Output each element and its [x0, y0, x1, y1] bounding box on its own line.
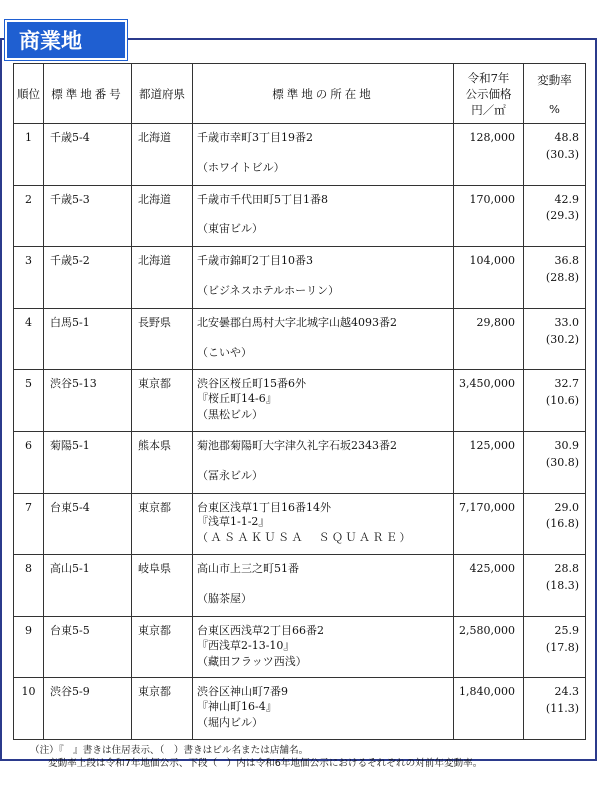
rate-previous: (18.3)	[545, 579, 579, 592]
cell-rate	[524, 247, 586, 309]
rate-current: 33.0	[554, 315, 579, 329]
cell-price: 1,840,000	[454, 678, 524, 740]
header-price-line2: 公示価格	[465, 86, 512, 101]
cell-address	[193, 493, 454, 555]
cell-rate	[524, 370, 586, 432]
table-row	[14, 555, 586, 617]
address-text: 北安曇郡白馬村大字北城字山越4093番2	[197, 315, 397, 329]
address-text: 渋谷区神山町7番9	[197, 685, 288, 699]
cell-address	[193, 308, 454, 370]
cell-price: 2,580,000	[454, 616, 524, 678]
building-name: （ホワイトビル）	[197, 160, 285, 174]
cell-rank: 3	[14, 247, 44, 309]
cell-pref: 東京都	[132, 616, 193, 678]
section-title-tab	[5, 20, 127, 60]
rate-previous: (28.8)	[545, 271, 579, 285]
cell-code: 高山5-1	[44, 555, 132, 617]
cell-code: 菊陽5-1	[44, 431, 132, 493]
rate-current: 29.0	[554, 500, 579, 514]
cell-code: 千歳5-2	[44, 247, 132, 309]
cell-rank: 2	[14, 185, 44, 247]
cell-price: 3,450,000	[454, 370, 524, 432]
cell-address	[193, 247, 454, 309]
rate-previous: (30.8)	[545, 455, 579, 469]
cell-rate	[524, 431, 586, 493]
address-display: 『西浅草2-13-10』	[197, 638, 295, 652]
building-name: （脇茶屋）	[197, 592, 252, 605]
address-text: 千歳市幸町3丁目19番2	[197, 131, 313, 144]
header-rate-line2: %	[549, 101, 560, 116]
cell-address	[193, 431, 454, 493]
header-price-line3: 円／㎡	[471, 102, 506, 117]
cell-rank: 6	[14, 431, 44, 493]
address-display: 『神山町16-4』	[197, 700, 277, 714]
cell-rank: 5	[14, 370, 44, 432]
table-row	[14, 308, 586, 370]
cell-rate	[524, 308, 586, 370]
rate-previous: (11.3)	[545, 702, 579, 716]
cell-address	[193, 616, 454, 678]
rate-current: 42.9	[554, 192, 579, 206]
building-name: （堀内ビル）	[197, 716, 263, 730]
header-pref: 都道府県	[132, 64, 193, 124]
cell-rate	[524, 493, 586, 555]
table-row	[14, 616, 586, 678]
rate-previous: (17.8)	[545, 640, 579, 654]
cell-price: 128,000	[454, 124, 524, 186]
cell-pref: 北海道	[132, 185, 193, 247]
header-price	[454, 64, 524, 124]
address-display: 『桜丘町14-6』	[197, 392, 277, 406]
building-name: （ＡＳＡＫＵＳＡ ＳＱＵＡＲＥ）	[197, 531, 413, 545]
cell-address	[193, 185, 454, 247]
address-text: 千歳市錦町2丁目10番3	[197, 254, 313, 268]
section-title: 商業地	[19, 29, 82, 53]
cell-rank: 9	[14, 616, 44, 678]
rate-current: 25.9	[554, 623, 579, 637]
cell-rank: 8	[14, 555, 44, 617]
building-name: （藏田フラッツ西浅）	[197, 654, 307, 668]
cell-rank: 4	[14, 308, 44, 370]
address-text: 台東区西浅草2丁目66番2	[197, 623, 324, 637]
cell-code: 白馬5-1	[44, 308, 132, 370]
cell-pref: 東京都	[132, 678, 193, 740]
cell-pref: 岐阜県	[132, 555, 193, 617]
rate-previous: (29.3)	[545, 209, 579, 223]
address-text: 菊池郡菊陽町大字津久礼字石坂2343番2	[197, 438, 397, 452]
address-text: 千歳市千代田町5丁目1番8	[197, 192, 328, 206]
table-row	[14, 247, 586, 309]
cell-code: 台東5-5	[44, 616, 132, 678]
cell-address	[193, 678, 454, 740]
rate-current: 24.3	[554, 685, 579, 699]
cell-price: 125,000	[454, 431, 524, 493]
cell-rank: 7	[14, 493, 44, 555]
building-name: （東宙ビル）	[197, 222, 263, 236]
rate-previous: (30.3)	[545, 147, 579, 161]
table-row	[14, 370, 586, 432]
cell-rate	[524, 185, 586, 247]
footnotes	[30, 744, 590, 770]
cell-code: 千歳5-3	[44, 185, 132, 247]
address-text: 台東区浅草1丁目16番14外	[197, 500, 331, 514]
header-row	[14, 64, 586, 124]
cell-rate	[524, 616, 586, 678]
rate-current: 30.9	[554, 438, 579, 452]
table-body	[14, 124, 586, 740]
building-name: （こいや）	[197, 345, 252, 359]
table-row	[14, 678, 586, 740]
building-name: （黒松ビル）	[197, 408, 263, 422]
address-text: 渋谷区桜丘町15番6外	[197, 377, 306, 391]
cell-address	[193, 370, 454, 432]
header-rate	[524, 64, 586, 124]
rate-current: 32.7	[554, 377, 579, 391]
rate-previous: (16.8)	[545, 517, 579, 531]
cell-price: 7,170,000	[454, 493, 524, 555]
rate-previous: (30.2)	[545, 332, 579, 346]
table-row	[14, 124, 586, 186]
header-code: 標準地番号	[44, 64, 132, 124]
cell-price: 170,000	[454, 185, 524, 247]
table-row	[14, 493, 586, 555]
cell-pref: 北海道	[132, 124, 193, 186]
cell-rank: 1	[14, 124, 44, 186]
cell-pref: 東京都	[132, 370, 193, 432]
cell-pref: 東京都	[132, 493, 193, 555]
rate-previous: (10.6)	[545, 394, 579, 408]
cell-price: 29,800	[454, 308, 524, 370]
cell-code: 渋谷5-9	[44, 678, 132, 740]
cell-rate	[524, 124, 586, 186]
footnote-1: （注）『 』書きは住居表示、（ ）書きはビル名または店舗名。	[30, 745, 309, 756]
header-rate-line1: 変動率	[537, 72, 572, 87]
cell-code: 渋谷5-13	[44, 370, 132, 432]
cell-rank: 10	[14, 678, 44, 740]
address-text: 高山市上三之町51番	[197, 562, 299, 576]
building-name: （ビジネスホテルホーリン）	[197, 284, 340, 298]
cell-code: 千歳5-4	[44, 124, 132, 186]
cell-pref: 長野県	[132, 308, 193, 370]
rate-current: 36.8	[554, 254, 579, 268]
building-name: （冨永ビル）	[197, 468, 263, 482]
cell-address	[193, 555, 454, 617]
cell-code: 台東5-4	[44, 493, 132, 555]
cell-address	[193, 124, 454, 186]
cell-pref: 北海道	[132, 247, 193, 309]
header-price-line1: 令和7年	[467, 70, 510, 85]
cell-price: 104,000	[454, 247, 524, 309]
rate-current: 28.8	[554, 562, 579, 576]
table-row	[14, 185, 586, 247]
header-address: 標準地の所在地	[193, 64, 454, 124]
address-display: 『浅草1-1-2』	[197, 515, 270, 529]
rate-current: 48.8	[554, 131, 579, 144]
ranking-table	[13, 63, 586, 740]
footnote-2: 変動率上段は令和7年地価公示、下段（ ）内は令和6年地価公示におけるそれぞれの対前年変動率。	[48, 758, 483, 769]
cell-price: 425,000	[454, 555, 524, 617]
cell-rate	[524, 555, 586, 617]
table-row	[14, 431, 586, 493]
cell-pref: 熊本県	[132, 431, 193, 493]
header-rank: 順位	[14, 64, 44, 124]
cell-rate	[524, 678, 586, 740]
